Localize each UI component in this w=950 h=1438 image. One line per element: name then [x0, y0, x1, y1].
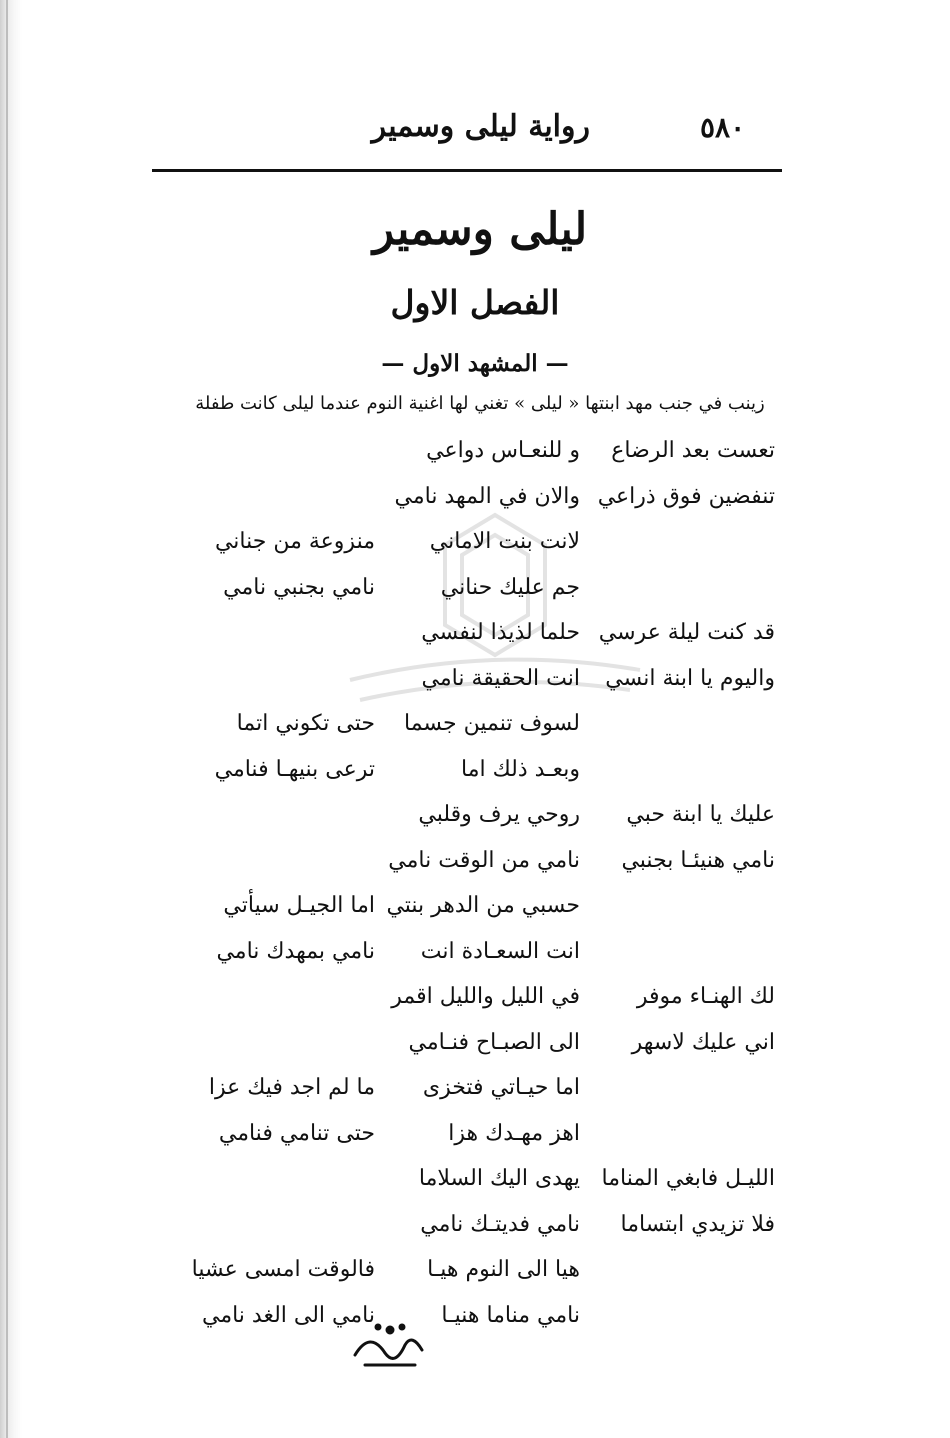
verse-hemistich-first: واليوم يا ابنة انسي	[605, 665, 775, 691]
verse-hemistich-second: جم عليك حناني	[440, 574, 580, 600]
verse-hemistich-first: تعست بعد الرضاع	[611, 438, 775, 463]
play-title: ليلى وسمير	[372, 204, 588, 255]
verse-hemistich-second: انت الحقيقة نامي	[421, 665, 580, 691]
verse-hemistich-first: قد كنت ليلة عرسي	[598, 620, 775, 645]
verse-hemistich-first: الليـل فابغي المناما	[601, 1166, 775, 1191]
verse-hemistich-second: لسوف تنمين جسما	[404, 711, 580, 736]
verse-hemistich-first: اني عليك لاسهر	[631, 1029, 775, 1055]
verse-hemistich-second: اهز مهـدك هزا	[448, 1120, 580, 1146]
page-number: ٥٨٠	[700, 111, 746, 144]
verse-hemistich-second: انت السعـادة انت	[420, 938, 580, 964]
verse-hemistich-second: نامي مناما هنيـا	[441, 1302, 580, 1328]
verse-hemistich-first: نامي هنيئـا بجنبي	[621, 847, 775, 873]
verse-hemistich-second: في الليل والليل اقمر	[391, 984, 580, 1009]
stage-direction: زينب في جنب مهد ابنتها « ليلى » تغني لها اغنية النوم عندما ليلى كانت طفلة	[195, 393, 765, 414]
header-rule	[152, 169, 782, 172]
verse-hemistich-third: فالوقت امسى عشيا	[191, 1257, 375, 1282]
verse-hemistich-first: عليك يا ابنة حبي	[626, 802, 775, 827]
verse-hemistich-third: حتى تكوني اتما	[236, 711, 375, 736]
verse-hemistich-second: حسبي من الدهر بنتي	[386, 893, 580, 918]
verse-hemistich-second: يهدى اليك السلاما	[418, 1166, 580, 1191]
verse-hemistich-third: نامي بجنبي نامي	[223, 574, 375, 600]
verse-hemistich-third: منزوعة من جناني	[214, 529, 375, 554]
verse-hemistich-second: اما حيـاتي فتخزى	[422, 1075, 580, 1100]
verse-hemistich-third: نامي بمهدك نامي	[216, 938, 375, 964]
scene-title: — المشهد الاول —	[381, 350, 569, 377]
verse-hemistich-second: نامي فديتـك نامي	[420, 1211, 580, 1237]
verse-hemistich-second: والان في المهد نامي	[394, 483, 580, 509]
verse-hemistich-third: اما الجيـل سيأتي	[223, 893, 375, 918]
verse-hemistich-first: تنفضين فوق ذراعي	[597, 483, 775, 509]
verse-hemistich-second: هيا الى النوم هيـا	[427, 1257, 580, 1282]
verse-hemistich-second: نامي من الوقت نامي	[388, 847, 580, 873]
verse-hemistich-second: روحي يرف وقلبي	[418, 802, 580, 827]
verse-hemistich-second: و للنعـاس دواعي	[426, 438, 580, 463]
verse-hemistich-third: نامي الى الغد نامي	[201, 1302, 375, 1328]
verse-hemistich-first: فلا تزيدي ابتساما	[620, 1211, 775, 1237]
page-edge-shadow	[0, 0, 22, 1438]
verse-hemistich-second: الى الصبـاح فنـامي	[408, 1029, 580, 1055]
verse-hemistich-second: حلما لذيذا لنفسي	[421, 620, 580, 645]
running-title: رواية ليلى وسمير	[371, 109, 590, 144]
verse-hemistich-third: حتى تنامي فنامي	[218, 1120, 375, 1146]
verse-hemistich-third: ترعى بنيهـا فنامي	[214, 756, 375, 782]
verse-hemistich-second: لانت بنت الاماني	[429, 529, 580, 554]
verse-hemistich-first: لك الهنـاء موفر	[636, 984, 775, 1009]
end-flourish-ornament-icon	[340, 1315, 440, 1375]
act-title: الفصل الاول	[390, 283, 560, 322]
verse-hemistich-third: ما لم اجد فيك عزا	[208, 1075, 375, 1100]
verse-hemistich-second: وبعـد ذلك اما	[461, 756, 580, 782]
binding-line	[6, 0, 8, 1438]
